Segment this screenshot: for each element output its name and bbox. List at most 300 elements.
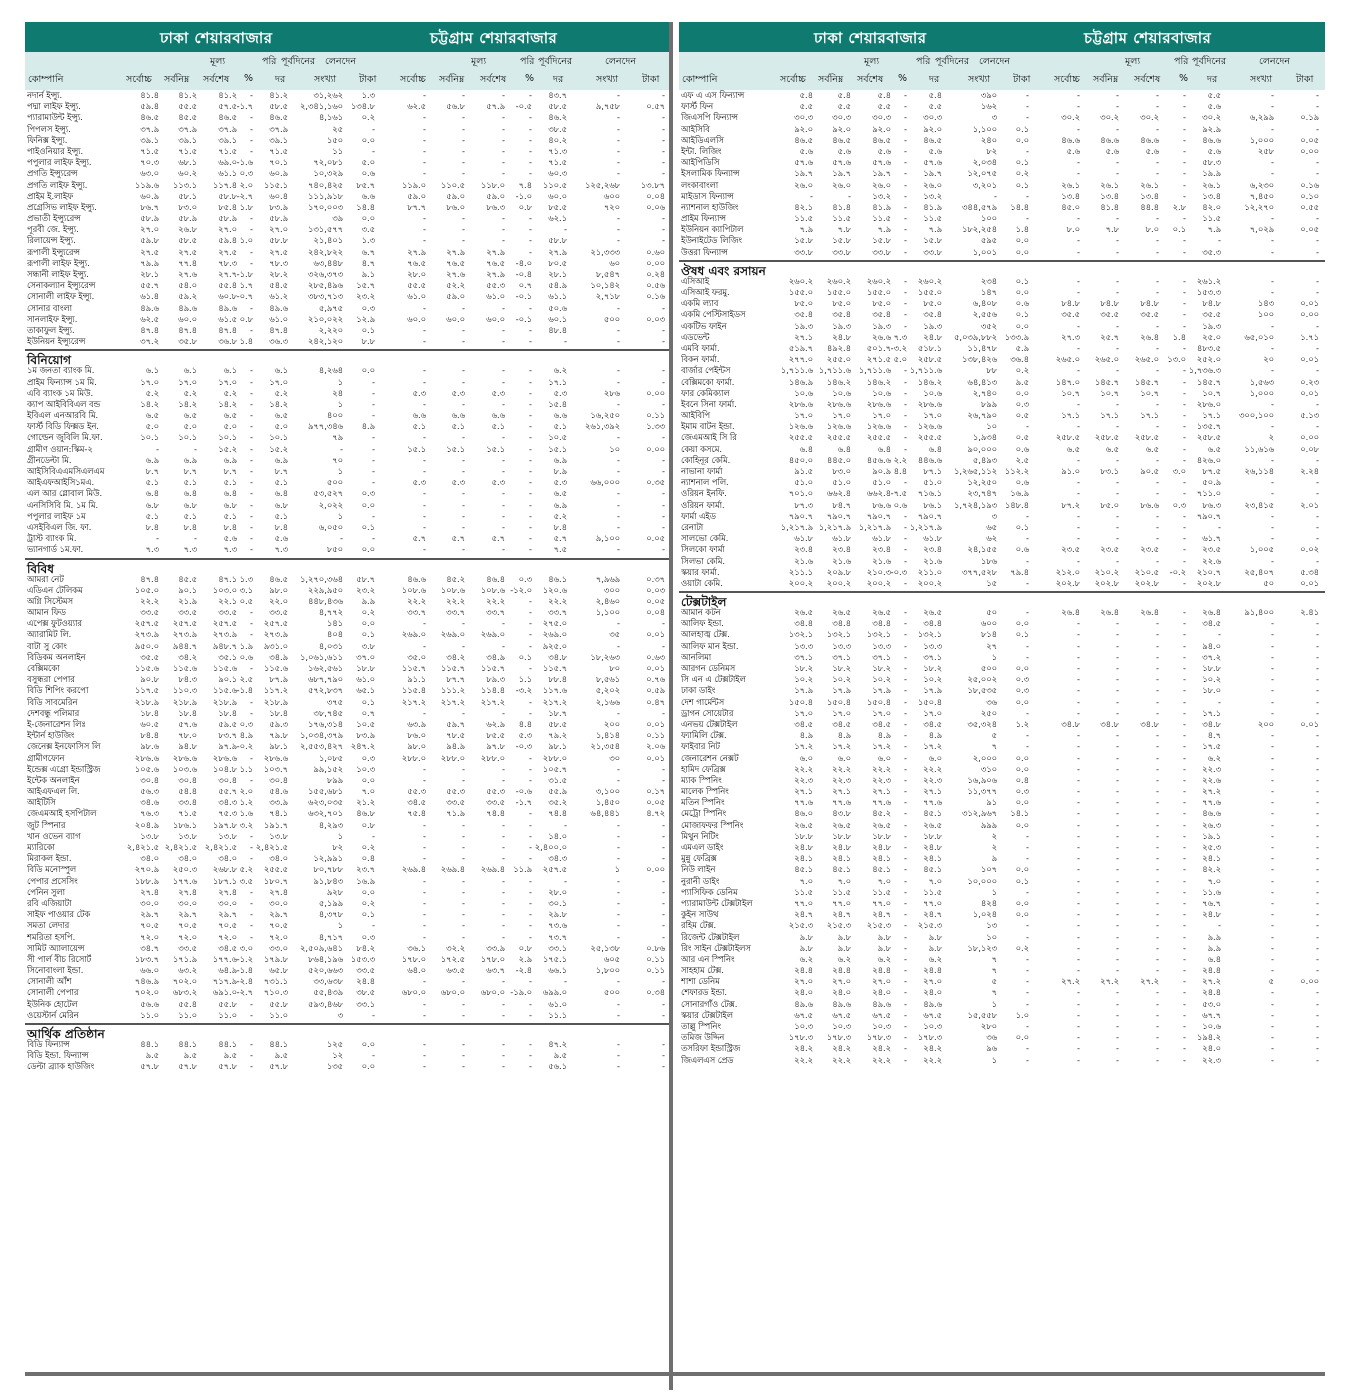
table-cell: - [904, 707, 907, 718]
table-cell: - [462, 618, 465, 629]
table-cell: ৪৪৫.০ [826, 454, 851, 465]
table-cell: - [423, 842, 426, 852]
table-row [25, 157, 671, 168]
table-cell: - [810, 190, 813, 201]
company-name: অ্যারামিট লি. [27, 629, 72, 640]
table-cell: ৩৭.৯ [269, 123, 288, 134]
table-cell: ৪,৭১৭ [318, 931, 343, 942]
table-cell: ২৬.০ [872, 179, 891, 190]
table-cell: ২৩৪ [980, 275, 997, 286]
table-cell: - [904, 544, 907, 555]
company-name: রহিম টেক্স. [681, 920, 717, 931]
table-cell: - [1026, 421, 1029, 432]
table-cell: - [250, 302, 253, 313]
table-cell: - [250, 224, 253, 235]
table-row [25, 291, 671, 302]
table-cell: ৬৪,৪১৩ [967, 376, 997, 387]
table-cell: - [1271, 510, 1274, 521]
table-cell: ১৪৬.২ [826, 376, 851, 387]
table-cell: ২৭৩.৯ [263, 629, 288, 640]
table-cell: ১১.৫ [794, 886, 813, 897]
table-cell: ১৬.৯ [356, 875, 375, 886]
table-cell: - [502, 235, 505, 246]
table-cell: ১১০.৫ [440, 179, 465, 190]
table-cell: ৩৪.০ [218, 853, 237, 864]
company-name: আমান কটন [681, 607, 721, 618]
table-cell: - [462, 1039, 465, 1049]
table-cell: ২১০.৭ [1196, 566, 1221, 577]
table-cell: - [423, 853, 426, 864]
table-cell: -১২.০ [510, 584, 532, 595]
table-cell: ১৭.১ [1140, 410, 1159, 421]
table-cell: - [1116, 909, 1119, 920]
table-cell: - [462, 90, 465, 100]
table-cell: - [1077, 275, 1080, 286]
table-cell: ১৮০.৭ [263, 875, 288, 886]
table-cell: ৫৯.৪ [218, 235, 237, 246]
table-cell: ৭.৩ [274, 544, 288, 555]
table-cell: ৩.৮ [361, 640, 375, 651]
table-cell: - [250, 90, 253, 100]
company-name: ফার্স্ট বিডি ফিক্সড ইন. [27, 421, 99, 432]
table-cell: ৬১.১ [218, 168, 237, 179]
table-cell: ১৯.৭ [923, 168, 942, 179]
table-cell: - [1183, 629, 1186, 640]
table-cell: - [529, 134, 532, 145]
table-row [25, 101, 671, 112]
table-cell: ১০.২ [794, 674, 813, 685]
table-cell: ৩৪.৪ [794, 618, 813, 629]
table-cell: ৬৩.৯ [407, 718, 426, 729]
table-cell: ৪৯.৬ [923, 998, 942, 1009]
table-cell: ৩৪.০ [269, 853, 288, 864]
table-cell: ৫.৭ [491, 533, 505, 544]
table-cell: ৫.৫ [877, 101, 891, 112]
table-cell: ৩ [991, 112, 997, 123]
table-cell: ২৬.৫ [794, 819, 813, 830]
company-name: তসরিফা ইন্ডাস্ট্রিজ [681, 1043, 741, 1054]
table-cell: ২১.৬ [923, 555, 942, 566]
table-cell: ৪৬.৬ [1100, 134, 1119, 145]
table-cell: - [1116, 168, 1119, 179]
table-cell: ৬৩,৪৪৮ [313, 257, 343, 268]
table-row [679, 1055, 1325, 1066]
table-cell: - [617, 466, 620, 476]
table-row [679, 730, 1325, 741]
table-cell: ৮৬.৩ [1202, 499, 1221, 510]
table-cell: ০.০০ [1300, 309, 1319, 320]
table-cell: ২৫ [332, 123, 343, 134]
table-cell: ৩০ [609, 752, 620, 763]
table-cell: - [662, 774, 665, 785]
table-cell: ২০২.৮ [1196, 577, 1221, 588]
table-cell: ৬৭.৫ [923, 1009, 942, 1020]
table-cell: - [904, 897, 907, 908]
table-cell: ৭০.৫ [218, 920, 237, 931]
section-heading [25, 1023, 671, 1039]
table-cell: ২৬৫.০ [1055, 354, 1080, 365]
table-cell: ৭৭.৪ [178, 257, 197, 268]
table-cell: ৬১.৫ [218, 313, 237, 324]
table-cell: - [1183, 842, 1186, 852]
table-cell: ২২.৩ [794, 774, 813, 785]
table-cell: - [250, 629, 253, 640]
table-cell: - [662, 168, 665, 179]
table-cell: ১৫.১ [446, 443, 465, 454]
table-cell: ১৭.০ [794, 707, 813, 718]
table-cell: - [904, 920, 907, 931]
table-cell: ৫৯.০ [446, 190, 465, 201]
table-cell: ৫.৪ [877, 90, 891, 100]
table-cell: ২৩.৪ [923, 544, 942, 555]
table-cell: ৩২.২ [446, 942, 465, 953]
table-cell: ৮৪.২ [356, 942, 375, 953]
company-name: প্রভাতী ইন্স্যুরেন্স [27, 213, 81, 224]
table-cell: ৯,১০০ [595, 533, 620, 544]
table-row [25, 797, 671, 808]
table-row [679, 808, 1325, 819]
table-cell: ৪৯.৬ [794, 998, 813, 1009]
table-cell: ৪৬.৫ [140, 112, 159, 123]
table-cell: ১৬.৯ [1010, 488, 1029, 499]
table-cell: - [1316, 342, 1319, 353]
table-cell: ৩৬ [986, 1032, 997, 1043]
table-cell: ৩৪.০ [178, 853, 197, 864]
table-cell: ৭.০ [837, 875, 851, 886]
table-cell: - [529, 763, 532, 774]
table-cell: ৬.৮ [183, 499, 197, 510]
table-cell: - [372, 830, 375, 841]
table-cell: - [462, 819, 465, 830]
table-row [679, 191, 1325, 202]
table-cell: ৫৬.৮ [446, 101, 465, 112]
table-cell: ৩০.২ [1202, 112, 1221, 123]
table-cell: ৯,৭৫৮ [595, 101, 620, 112]
table-cell: ০.৭ [361, 707, 375, 718]
table-cell: - [1183, 864, 1186, 875]
table-cell: ১২৬.৬ [788, 421, 813, 432]
table-cell: - [194, 533, 197, 544]
table-cell: - [529, 544, 532, 555]
table-row [679, 500, 1325, 511]
table-cell: ০.০ [1015, 909, 1029, 920]
table-cell: ১৫.১ [548, 443, 567, 454]
table-cell: - [250, 123, 253, 134]
table-cell: ১৮,১২৩ [967, 942, 997, 953]
table-cell: ১০.৬ [1202, 1021, 1221, 1031]
table-cell: - [904, 752, 907, 763]
table-cell: ১০৫.০ [134, 584, 159, 595]
table-cell: - [617, 640, 620, 651]
table-cell: ১৩.৮ [269, 830, 288, 841]
table-cell: ৪.৪ [893, 466, 907, 476]
company-name: প্রগ্রেসিভ লাইফ ইন্স্যু. [27, 201, 97, 212]
table-cell: - [1316, 707, 1319, 718]
table-cell: ৪,১৬১ [318, 112, 343, 123]
table-cell: ৩৪.৯ [486, 651, 505, 662]
chittagong-market-title: চট্টগ্রাম শেয়ারবাজার [1084, 29, 1212, 47]
table-cell: - [423, 302, 426, 313]
table-cell: ২৬,৭৯০ [967, 410, 997, 421]
table-cell: ১৩৫.৭ [1196, 421, 1221, 432]
table-cell: - [1316, 909, 1319, 920]
table-cell: ৭১.৫ [269, 145, 288, 156]
table-cell: ৪৫.২ [446, 573, 465, 584]
table-cell: ২৬০.২ [826, 275, 851, 286]
table-cell: - [904, 909, 907, 920]
table-cell: ১.১ [518, 674, 532, 685]
table-cell: ১১৫.৬ [134, 663, 159, 673]
table-cell: ১৮.৮ [794, 830, 813, 841]
table-cell: ২৮৬ [603, 387, 620, 398]
table-cell: - [250, 1061, 253, 1072]
table-cell: ১৮.৭ [548, 707, 567, 718]
table-cell: - [1156, 965, 1159, 976]
table-cell: ১৪৫.৭ [1094, 376, 1119, 387]
table-cell: - [617, 90, 620, 100]
table-cell: ১ [337, 920, 343, 931]
company-name: রিং সাইন টেক্সটাইলস [681, 942, 751, 953]
table-cell: ২৩,৭৪৭ [967, 488, 997, 499]
table-cell: ২৮৬.৬ [172, 752, 197, 763]
table-row [679, 168, 1325, 179]
table-cell: ১৭৭.৬ [172, 875, 197, 886]
table-cell: ১১.৫ [923, 886, 942, 897]
table-cell: ৬.৫ [274, 410, 288, 421]
table-cell: - [662, 1050, 665, 1061]
table-cell: ০.৩৭ [646, 573, 665, 584]
table-cell: ৭.০ [928, 875, 942, 886]
table-cell: - [617, 235, 620, 246]
table-cell: ১৭.০ [923, 410, 942, 421]
table-cell: - [617, 521, 620, 532]
table-cell: - [1156, 942, 1159, 953]
table-cell: ০.১১ [646, 730, 665, 741]
ctg-taka-heading: টাকা [1296, 74, 1314, 85]
table-cell: ০.৫৬ [646, 280, 665, 291]
table-cell: ১৬২,৫৬১ [308, 663, 343, 673]
table-cell: ৫.৭ [451, 533, 465, 544]
table-row [25, 191, 671, 202]
table-cell: - [617, 998, 620, 1009]
company-name: পূরবী জে. ইন্স্যু. [27, 224, 79, 235]
table-cell: ৫,৪৯৩ [972, 454, 997, 465]
table-cell: ৩৫.৮ [178, 336, 197, 347]
table-cell: - [904, 965, 907, 976]
table-cell: - [1026, 953, 1029, 964]
table-cell: ৯.৯ [1207, 942, 1221, 953]
table-row [679, 101, 1325, 112]
table-cell: ১১৫.৬ [172, 663, 197, 673]
table-cell: - [1183, 707, 1186, 718]
table-cell: ০.০ [1015, 864, 1029, 875]
company-name: সালভো কেমি. [681, 533, 729, 544]
table-cell: ৫.৬ [1207, 101, 1221, 112]
table-cell: -০.৪ [515, 269, 532, 279]
table-cell: ৫.৩৪ [1300, 566, 1319, 577]
table-cell: ৪৮.৪ [548, 324, 567, 335]
table-cell: ০.১১ [646, 410, 665, 421]
table-cell: - [1183, 157, 1186, 168]
table-cell: - [1183, 235, 1186, 246]
table-cell: - [1183, 1054, 1186, 1065]
table-cell: - [529, 909, 532, 920]
company-name: প্রাইম ফিন্যান্স [681, 213, 726, 224]
table-cell: ০.২ [1015, 365, 1029, 376]
table-cell: - [250, 466, 253, 476]
table-cell: - [1116, 275, 1119, 286]
table-row [679, 999, 1325, 1010]
table-cell: ৩০.৪ [178, 774, 197, 785]
ctg-percent-heading: % [1179, 73, 1189, 84]
section-title: টেক্সটাইল [681, 595, 727, 610]
company-name: সোনার বাংলা [27, 302, 72, 313]
table-cell: ৫.৬ [1066, 145, 1080, 156]
table-cell: ৮৬.০ [407, 730, 426, 741]
table-cell: - [904, 886, 907, 897]
table-cell: ২৫৮.৫ [1055, 432, 1080, 443]
table-cell: ৫০০ [603, 313, 620, 324]
table-cell: - [250, 112, 253, 123]
table-cell: ৮০ [609, 663, 620, 673]
table-cell: - [1116, 651, 1119, 662]
table-row [25, 753, 671, 764]
table-cell: - [904, 942, 907, 953]
table-cell: - [662, 134, 665, 145]
table-cell: ১৭.০ [218, 376, 237, 387]
table-cell: ৪৯.৬ [218, 302, 237, 313]
table-cell: - [529, 976, 532, 987]
table-cell: - [1156, 275, 1159, 286]
table-cell: - [529, 488, 532, 499]
table-row [679, 354, 1325, 365]
table-cell: ১ [991, 1054, 997, 1065]
table-cell: - [1156, 618, 1159, 629]
table-cell: ৫৮.৫ [548, 101, 567, 112]
table-row [679, 786, 1325, 797]
table-cell: ৫.৭ [553, 533, 567, 544]
table-cell: ৪৭.৪ [140, 573, 159, 584]
table-cell: -২.৭ [236, 190, 253, 201]
table-cell: ৫.৯ [1015, 342, 1029, 353]
table-cell: ৮৭.৫ [1202, 466, 1221, 476]
table-cell: - [662, 1009, 665, 1020]
table-cell: ১১৯.৬ [134, 179, 159, 190]
table-cell: ৬.০ [799, 752, 813, 763]
table-cell: ৯.৫ [1015, 376, 1029, 387]
table-cell: ৩,১০০ [595, 786, 620, 797]
table-row [679, 180, 1325, 191]
table-cell: ৫৬.৬ [140, 998, 159, 1009]
table-cell: ০.০০ [1300, 432, 1319, 443]
table-cell: - [529, 920, 532, 931]
table-cell: - [1218, 235, 1221, 246]
table-cell: - [423, 324, 426, 335]
table-cell: - [1077, 90, 1080, 100]
table-cell: - [1156, 640, 1159, 651]
table-cell: ১০,১৪২ [590, 280, 620, 291]
table-row [25, 775, 671, 786]
table-cell: ৫৭.৬ [794, 157, 813, 168]
table-cell: ২৬.১ [1100, 179, 1119, 190]
table-cell: ৩৪.০ [140, 853, 159, 864]
table-cell: ৩৩.১ [548, 942, 567, 953]
table-cell: - [529, 376, 532, 387]
ctg-last-heading: সর্বশেষ [480, 74, 507, 85]
table-cell: ৪১.৪ [140, 90, 159, 100]
table-cell: ২৬.৬ [872, 331, 891, 342]
table-cell: - [462, 488, 465, 499]
table-cell: - [423, 830, 426, 841]
table-row [25, 596, 671, 607]
table-cell: - [1156, 123, 1159, 134]
table-cell: - [423, 1050, 426, 1061]
table-cell: - [1271, 730, 1274, 741]
company-name: আইসিবি [681, 123, 710, 134]
table-cell: ৬.৫ [183, 410, 197, 421]
table-cell: - [1026, 213, 1029, 224]
table-cell: ০.৬ [1015, 477, 1029, 488]
table-cell: ৫৮.৮ [269, 235, 288, 246]
table-cell: ৩৫.৪ [872, 309, 891, 320]
table-cell: ১০.৭ [1061, 387, 1080, 398]
table-cell: - [529, 235, 532, 246]
table-cell: ১.৪ [239, 336, 253, 347]
table-cell: ৭.৯ [799, 224, 813, 235]
table-cell: ৭০.৫ [178, 920, 197, 931]
table-cell: ২৬.৫ [794, 607, 813, 618]
table-cell: ২৭.৯ [407, 246, 426, 257]
table-cell: - [423, 819, 426, 830]
table-cell: - [904, 134, 907, 145]
table-cell: ০.১ [1015, 629, 1029, 640]
table-cell: ০.১ [361, 521, 375, 532]
table-cell: ৯৪.৯ [446, 741, 465, 752]
table-cell: - [462, 466, 465, 476]
table-row [679, 213, 1325, 224]
table-cell: ১৩.৪ [1100, 190, 1119, 201]
table-cell: ৪৯.৬ [178, 302, 197, 313]
table-cell: - [1316, 819, 1319, 830]
table-cell: - [1077, 774, 1080, 785]
company-name: ফার কেমিক্যাল [681, 387, 730, 398]
table-cell: ৫৫.৮ [269, 998, 288, 1009]
table-cell: ১১৭.৪ [212, 179, 237, 190]
table-cell: - [250, 443, 253, 454]
table-cell: - [462, 886, 465, 897]
table-cell: ০.০ [361, 134, 375, 145]
table-cell: ৯.৫ [223, 1050, 237, 1061]
table-cell: ৫.২ [553, 510, 567, 521]
table-cell: ৩২৬,৩৭৩ [307, 269, 343, 279]
table-cell: ২৫৮.৫ [917, 354, 942, 365]
table-cell: - [423, 774, 426, 785]
table-cell: - [502, 521, 505, 532]
table-cell: ৬০.৪ [269, 190, 288, 201]
table-cell: ২৩.৪ [832, 544, 851, 555]
table-cell: ১০.৬ [872, 387, 891, 398]
table-cell: - [1316, 533, 1319, 544]
table-cell: ১৭.০ [872, 707, 891, 718]
table-cell: ১০.২ [1202, 674, 1221, 685]
table-cell: - [372, 145, 375, 156]
table-cell: ৬১.০ [407, 291, 426, 302]
table-row [679, 321, 1325, 332]
table-cell: ৬.৯ [553, 454, 567, 465]
table-cell: ৯৩১.০ [263, 640, 288, 651]
table-row [679, 1010, 1325, 1021]
table-cell: ৪৫.১ [832, 864, 851, 875]
